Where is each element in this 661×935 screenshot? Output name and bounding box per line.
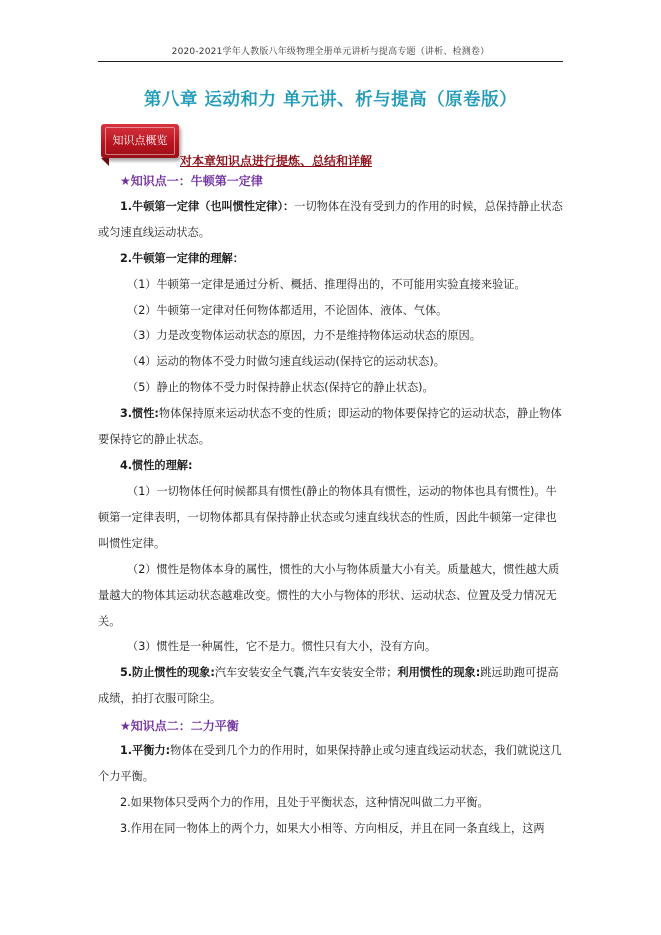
term-label: 4.惯性的理解: [120,459,193,472]
badge-fold [101,158,109,166]
list-item: （1）牛顿第一定律是通过分析、概括、推理得出的，不可能用实验直接来验证。 [127,278,526,291]
paragraph-balanced-forces [98,738,563,790]
paragraph-inertia [98,401,563,453]
paragraph-inertia-examples [98,660,563,712]
list-item: （5）静止的物体不受力时保持静止状态(保持它的静止状态)。 [127,381,434,394]
paragraph-two-force-balance: 2.如果物体只受两个力的作用，且处于平衡状态，这种情况叫做二力平衡。 [120,796,489,809]
list-item: （4）运动的物体不受力时做匀速直线运动(保持它的运动状态)。 [127,355,445,368]
list-item: （3）力是改变物体运动状态的原因，力不是维持物体运动状态的原因。 [127,329,481,342]
term-text: 跳远助跑可提高成绩，拍打衣服可除尘。 [98,666,559,705]
term-label: 3.惯性: [120,407,159,420]
paragraph-conditions: 3.作用在同一物体上的两个力，如果大小相等、方向相反，并且在同一条直线上，这两 [120,822,545,835]
list-item: （3）惯性是一种属性，它不是力。惯性只有大小，没有方向。 [127,640,437,653]
list-item: （2）牛顿第一定律对任何物体都适用，不论固体、液体、气体。 [127,304,448,317]
term-text: 物体保持原来运动状态不变的性质；即运动的物体要保持它的运动状态，静止物体要保持它的静止状态。 [98,407,562,446]
term-label: 利用惯性的现象: [397,666,481,679]
section-heading-2: ★知识点二：二力平衡 [120,719,239,733]
term-label: 5.防止惯性的现象: [120,666,215,679]
list-item: （2）惯性是物体本身的属性，惯性的大小与物体质量大小有关。质量越大，惯性越大质量越大的物体其运动状态越难改变。惯性的大小与物体的形状、运动状态、位置及受力情况无关。 [98,563,560,628]
badge-label: 知识点概览 [112,134,168,147]
term-text: 一切物体在没有受到力的作用的时候，总保持静止状态或匀速直线运动状态。 [98,200,563,239]
term-label: 2.牛顿第一定律的理解： [120,252,244,265]
header-rule [98,61,563,62]
paragraph-understanding-heading [98,246,563,272]
paragraph-newton-first-law [98,194,563,246]
overview-subtitle: 对本章知识点进行提炼、总结和详解 [180,154,373,168]
term-text: 物体在受到几个力的作用时，如果保持静止或匀速直线运动状态，我们就说这几个力平衡。 [98,744,562,783]
paragraph-inertia-understanding [98,453,563,479]
page-header: 2020-2021学年人教版八年级物理全册单元讲析与提高专题（讲析、检测卷） [171,47,490,57]
term-label: 1.牛顿第一定律（也叫惯性定律）： [120,200,295,213]
knowledge-overview-badge [101,124,179,158]
list-item: （1）一切物体任何时候都具有惯性(静止的物体具有惯性，运动的物体也具有惯性)。牛顿第一定律表明，一切物体都具有保持静止状态或匀速直线状态的性质，因此牛顿第一定律也叫惯性定律。 [98,485,557,550]
term-text: 汽车安装安全气囊,汽车安装安全带； [214,666,398,679]
section-heading-1: ★知识点一：牛顿第一定律 [120,174,263,188]
chapter-title: 第八章 运动和力 单元讲、析与提高（原卷版） [143,90,518,110]
term-label: 1.平衡力: [120,744,171,757]
